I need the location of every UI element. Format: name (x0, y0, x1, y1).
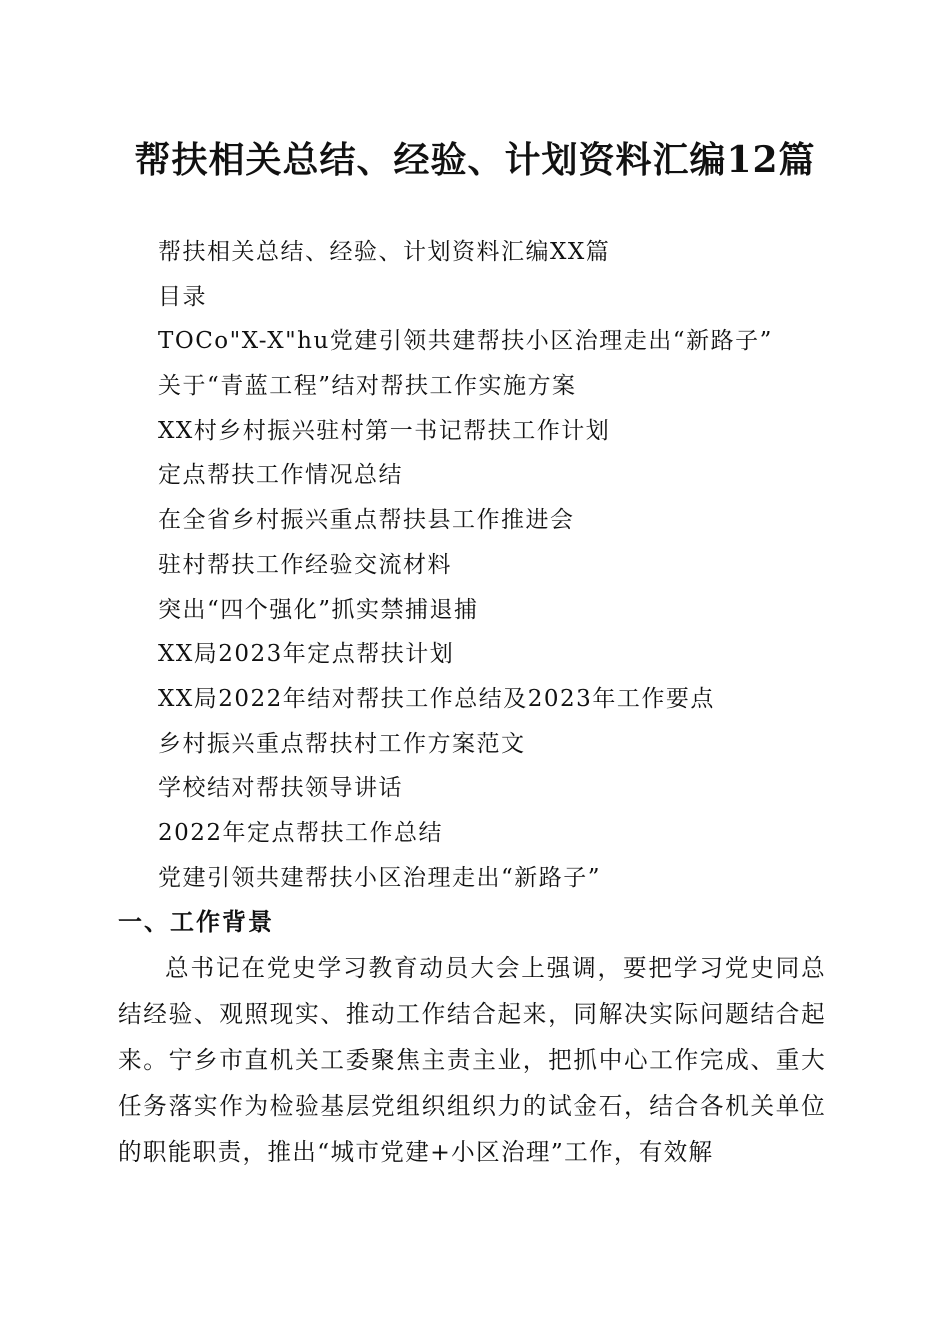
body-paragraph: 总书记在党史学习教育动员大会上强调，要把学习党史同总结经验、观照现实、推动工作结合起来，同解决实际问题结合起来。宁乡市直机关工委聚焦主责主业，把抓中心工作完成、重大任务落实作为检验基层党组织组织力的试金石，结合各机关单位的职能职责，推出“城市党建+小区治理”工作，有效解 (118, 954, 826, 1166)
section-heading: 一、工作背景 (118, 908, 274, 936)
toc-line: TOCo"X-X"hu党建引领共建帮扶小区治理走出“新路子” (158, 328, 773, 355)
toc-line: 在全省乡村振兴重点帮扶县工作推进会 (158, 507, 575, 534)
toc-line: 定点帮扶工作情况总结 (158, 462, 403, 489)
toc-line: 关于“青蓝工程”结对帮扶工作实施方案 (158, 373, 577, 400)
document-title: 帮扶相关总结、经验、计划资料汇编12篇 (134, 139, 816, 181)
toc-line: 2022年定点帮扶工作总结 (158, 819, 444, 846)
table-of-contents (158, 230, 838, 900)
toc-heading: 目录 (158, 283, 207, 310)
toc-line: 乡村振兴重点帮扶村工作方案范文 (158, 730, 526, 757)
toc-line: 党建引领共建帮扶小区治理走出“新路子” (158, 864, 602, 891)
toc-line: 帮扶相关总结、经验、计划资料汇编XX篇 (158, 239, 611, 265)
toc-line: 驻村帮扶工作经验交流材料 (158, 551, 452, 578)
toc-line: XX村乡村振兴驻村第一书记帮扶工作计划 (158, 417, 611, 444)
toc-line: 突出“四个强化”抓实禁捕退捕 (158, 596, 479, 623)
toc-line: XX局2023年定点帮扶计划 (158, 641, 455, 668)
toc-line: 学校结对帮扶领导讲话 (158, 775, 403, 802)
toc-line: XX局2022年结对帮扶工作总结及2023年工作要点 (158, 685, 715, 712)
